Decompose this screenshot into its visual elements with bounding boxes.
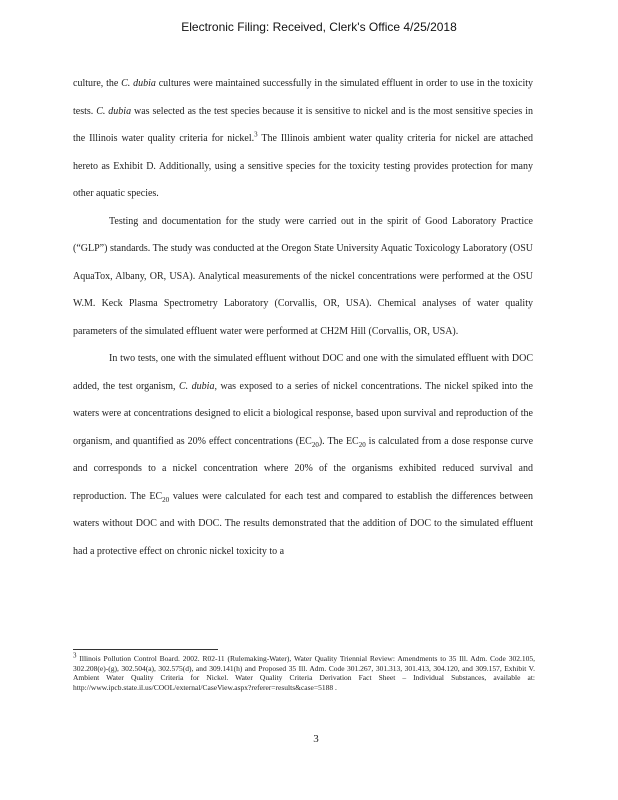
paragraph-1-text-a: culture, the — [73, 78, 122, 89]
paragraph-1-text-c: was selected as the test species because it is sensitive to nickel and is the most sensitive species in the Illinois water quality criteria for nickel. — [73, 105, 534, 144]
paragraph-3-text-a: In two tests, one with the simulated effluent without DOC and one with the simulated effluent with DOC added, the test organism, — [73, 353, 533, 392]
ec-subscript: 20 — [162, 495, 170, 504]
footnote-marker: 3 — [73, 651, 77, 660]
ec-subscript: 20 — [311, 440, 319, 449]
species-name: C. dubia — [96, 105, 132, 117]
paragraph-1-text-b: cultures were maintained successfully in the simulated effluent in order to use in the toxicity tests. — [73, 78, 534, 117]
paragraph-3-text-b: , was exposed to a series of nickel concentrations. The nickel spiked into the waters were at concentrations designed to elicit a biological response, based upon survival and reproduction of the organism, and quantified as 20% effect concentrations (EC — [73, 380, 533, 447]
footnote-divider — [73, 649, 218, 650]
document-body — [73, 70, 533, 565]
paragraph-2: Testing and documentation for the study were carried out in the spirit of Good Laboratory Practice (“GLP”) standards. The study was conducted at the Oregon State University Aquatic Toxicology Laboratory (OSU AquaTox, Albany, OR, USA). Analytical measurements of the nickel concentrations were performed at the OSU W.M. Keck Plasma Spectrometry Laboratory (Corvallis, OR, USA). Chemical analyses of water quality parameters of the simulated effluent water were performed at CH2M Hill (Corvallis, OR, USA). — [73, 215, 533, 337]
species-name: C. dubia — [179, 380, 215, 392]
paragraph-3 — [73, 345, 533, 565]
paragraph-3-text-e: values were calculated for each test and compared to establish the differences between waters without DOC and with DOC. The results demonstrated that the addition of DOC to the simulated effluent had a protective effect on chronic nickel toxicity to a — [73, 490, 533, 557]
species-name: C. dubia — [121, 78, 156, 89]
paragraph-3-text-c: ). The EC — [318, 435, 359, 447]
footnote-text: Illinois Pollution Control Board. 2002. R02-11 (Rulemaking-Water), Water Quality Triennial Review: Amendments to 35 Ill. Adm. Code 302.105, 302.208(e)-(g), 302.504(a), 302.575(d), and 309.141(h) and Proposed 35 Ill. Adm. Code 301.267, 301.313, 301.413, 304.120, and 309.157, Exhibit V. Ambient Water Quality Criteria for Nickel. Water Quality Criteria Derivation Fact Sheet – Individual Substances, available at: http://www.ipcb.state.il.us/COOL/external/CaseView.aspx?referer=results&case=5188 . — [73, 654, 535, 692]
paragraph-3-text-d: is calculated from a dose response curve and corresponds to a nickel concentration where 20% of the organisms exhibited reduced survival and reproduction. The EC — [73, 435, 534, 502]
footnote-reference: 3 — [254, 130, 258, 139]
footnote — [73, 651, 535, 692]
paragraph-1-text-d: The Illinois ambient water quality criteria for nickel are attached hereto as Exhibit D. Additionally, using a sensitive species for the toxicity testing provides protection for many other aquatic species. — [73, 133, 533, 199]
filing-stamp-header: Electronic Filing: Received, Clerk's Office 4/25/2018 — [181, 20, 457, 34]
paragraph-1 — [73, 70, 533, 208]
page-number: 3 — [313, 733, 319, 745]
ec-subscript: 20 — [358, 440, 366, 449]
